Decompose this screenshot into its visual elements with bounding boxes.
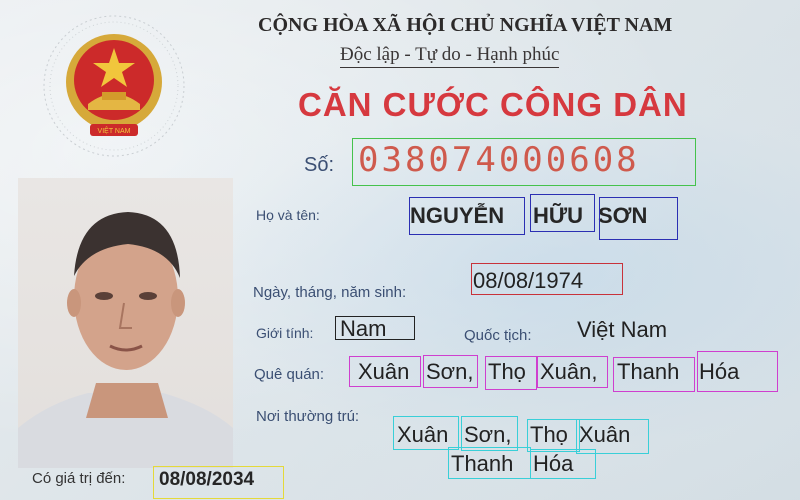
residence-word: Xuân bbox=[579, 422, 631, 447]
expiry-value: 08/08/2034 bbox=[159, 469, 255, 490]
residence-word: Xuân bbox=[397, 422, 449, 447]
sex-value: Nam bbox=[340, 316, 387, 341]
origin-label: Quê quán: bbox=[254, 366, 325, 383]
nationality-value: Việt Nam bbox=[577, 317, 668, 342]
name-label: Họ và tên: bbox=[256, 207, 320, 223]
residence-label: Nơi thường trú: bbox=[256, 408, 360, 425]
dob-value: 08/08/1974 bbox=[473, 268, 584, 293]
residence-word: Thọ bbox=[530, 422, 568, 447]
sex-label: Giới tính: bbox=[256, 325, 314, 341]
nationality-label: Quốc tịch: bbox=[464, 327, 532, 344]
origin-word: Thọ bbox=[488, 359, 526, 384]
residence-word: Thanh bbox=[451, 451, 514, 476]
expiry-label: Có giá trị đến: bbox=[32, 470, 126, 487]
residence-word: Hóa bbox=[533, 451, 574, 476]
national-emblem-icon bbox=[30, 12, 198, 162]
origin-word: Thanh bbox=[617, 359, 680, 384]
country-name: CỘNG HÒA XÃ HỘI CHỦ NGHĨA VIỆT NAM bbox=[258, 14, 673, 36]
origin-word: Xuân, bbox=[540, 359, 598, 384]
motto: Độc lập - Tự do - Hạnh phúc bbox=[340, 44, 560, 65]
name-word: SƠN bbox=[598, 203, 648, 228]
residence-word: Sơn, bbox=[464, 422, 512, 447]
origin-word: Sơn, bbox=[426, 359, 474, 384]
name-word: NGUYỄN bbox=[410, 203, 505, 228]
dob-label: Ngày, tháng, năm sinh: bbox=[253, 284, 407, 301]
id-number: 038074000608 bbox=[358, 140, 640, 180]
origin-word: Xuân bbox=[358, 359, 410, 384]
emblem-ribbon-text: VIỆT NAM bbox=[97, 128, 131, 135]
origin-word: Hóa bbox=[699, 359, 740, 384]
card-title: CĂN CƯỚC CÔNG DÂN bbox=[298, 86, 688, 123]
name-word: HỮU bbox=[533, 203, 584, 228]
portrait-photo bbox=[18, 178, 233, 468]
id-number-label: Số: bbox=[304, 154, 335, 176]
